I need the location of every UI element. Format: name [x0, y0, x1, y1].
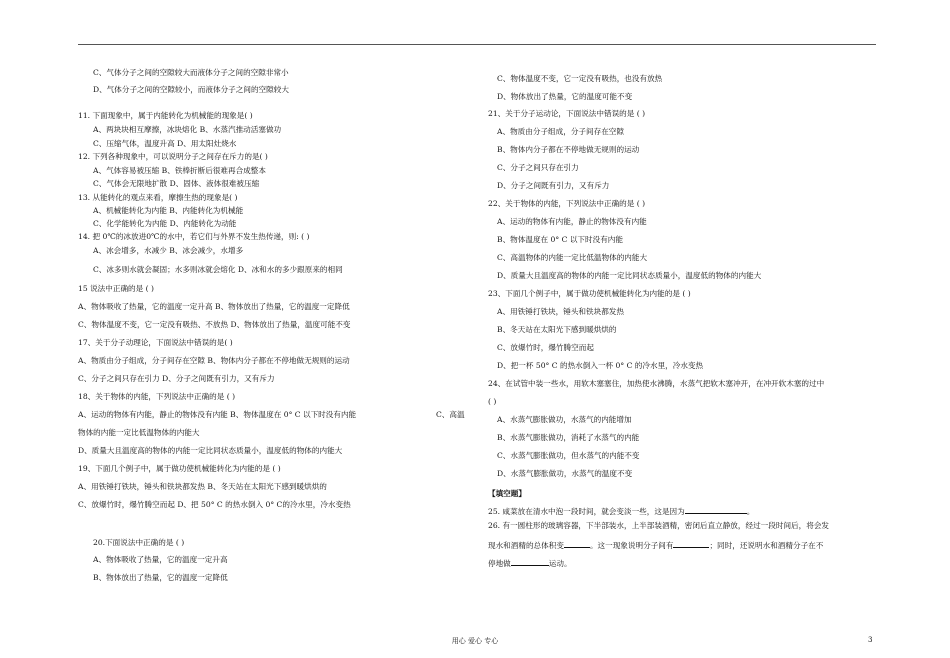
right-text-line: D、分子之间既有引力，又有斥力 — [497, 181, 610, 190]
left-text-line: A、冰会增多，水减少 B、冰会减少，水增多 — [93, 246, 244, 255]
right-text-line: C、分子之间只存在引力 — [497, 163, 579, 172]
fill-heading: 【填空题】 — [488, 489, 526, 498]
right-text-line: D、物体放出了热量，它的温度可能不变 — [497, 92, 633, 101]
header-rule — [78, 44, 876, 45]
left-text-line: A、物质由分子组成，分子间存在空隙 B、物体内分子都在不停地做无规则的运动 — [78, 356, 350, 365]
left-text-line: 15 说法中正确的是 ( ) — [78, 284, 154, 293]
right-text-line: C、水蒸气膨胀做功，但水蒸气的内能不变 — [497, 451, 640, 460]
left-text-line: C、气体会无限地扩散 D、固体、液体很难被压缩 — [93, 179, 260, 188]
left-text-line: C、放爆竹时，爆竹腾空而起 D、把 50° C 的热水倒入 0° C的冷水里，冷水变热 — [78, 500, 351, 509]
left-text-line: C、化学能转化为内能 D、内能转化为动能 — [93, 219, 237, 228]
left-text-line: A、物体吸收了热量，它的温度一定升高 — [93, 555, 228, 564]
left-text-line: 18、关于物体的内能，下列说法中正确的是 ( ) — [78, 392, 236, 401]
right-text-line: 22、关于物体的内能，下列说法中正确的是 ( ) — [488, 199, 646, 208]
right-text-line: D、质量大且温度高的物体的内能一定比同状态质量小，温度低的物体的内能大 — [497, 271, 762, 280]
right-text-line: 21、关于分子运动论，下面说法中错误的是 ( ) — [488, 109, 646, 118]
right-text-line: 23、下面几个例子中，属于做功使机械能转化为内能的是 ( ) — [488, 289, 691, 298]
left-text-line: A、气体容易被压缩 B、铁棒折断后很难再合成整本 — [93, 166, 266, 175]
question-26-line3 — [488, 557, 572, 569]
right-text-line: A、水蒸气膨胀做功，水蒸气的内能增加 — [497, 415, 632, 424]
right-text-line: B、物体内分子都在不停地做无规则的运动 — [497, 145, 640, 154]
page-footer: 用心 爱心 专心 — [451, 637, 499, 645]
left-text-line: C、压缩气体，温度升高 D、用太阳灶烧水 — [93, 139, 237, 148]
right-text-line: A、物质由分子组成，分子间存在空隙 — [497, 127, 624, 136]
left-text-line: 14. 把 0℃的冰放进0℃的水中，若它们与外界不发生热传递，则: ( ) — [78, 232, 310, 241]
q26-blank-3[interactable] — [511, 557, 549, 566]
left-text-line: 20.下面说法中正确的是 ( ) — [93, 538, 185, 547]
left-text-line: C、冰多则水就会凝固；水多则冰就会熔化 D、冰和水的多少跟原来的相同 — [93, 265, 343, 274]
right-text-line: B、物体温度在 0° C 以下时没有内能 — [497, 235, 623, 244]
left-text-line: 11. 下面现象中，属于内能转化为机械能的现象是( ) — [78, 111, 253, 120]
right-text-line: C、放爆竹时，爆竹腾空而起 — [497, 343, 594, 352]
right-text-line: A、运动的物体有内能，静止的物体没有内能 — [497, 217, 647, 226]
right-text-line: D、水蒸气膨胀做功，水蒸气的温度不变 — [497, 469, 633, 478]
q25-text: 25. 咸菜放在清水中泡一段时间，就会变淡一些，这是因为 — [488, 507, 685, 516]
q26-blank-2[interactable] — [673, 539, 709, 548]
q26-text-c: 。这一现象说明分子间有 — [589, 541, 674, 550]
right-text-line: B、水蒸气膨胀做功，消耗了水蒸气的内能 — [497, 433, 640, 442]
right-text-line: A、用铁锤打铁块，锤头和铁块都发热 — [497, 307, 624, 316]
q26-text-f: 运动。 — [548, 559, 572, 568]
right-text-line: 24、在试管中装一些水，用软木塞塞住，加热使水沸腾，水蒸气把软木塞冲开，在冲开软木塞的过中 — [488, 379, 825, 388]
right-text-line: C、高温物体的内能一定比低温物体的内能大 — [497, 253, 648, 262]
left-text-line: A、运动的物体有内能，静止的物体没有内能 B、物体温度在 0° C 以下时没有内能 — [78, 410, 357, 419]
left-text-line: 12. 下列各种现象中，可以说明分子之间存在斥力的是( ) — [78, 152, 268, 161]
left-text-line: C、分子之间只存在引力 D、分子之间既有引力，又有斥力 — [78, 374, 275, 383]
right-text-line: B、冬天站在太阳光下感到暖烘烘的 — [497, 325, 617, 334]
left-text-line: C、气体分子之间的空隙较大而液体分子之间的空隙非常小 — [93, 68, 289, 77]
left-text-line: A、两块块相互摩擦，冰块熔化 B、水蒸汽推动活塞做功 — [93, 125, 282, 134]
q26-text-e: 停地做 — [488, 559, 511, 568]
q25-blank[interactable] — [685, 505, 747, 514]
left-text-line: A、用铁锤打铁块，锤头和铁块都发热 B、冬天站在太阳光下感到暖烘烘的 — [78, 482, 327, 491]
left-text-line: A、物体吸收了热量，它的温度一定升高 B、物体放出了热量，它的温度一定降低 — [78, 302, 350, 311]
left-text-line: 17、关于分子动理论，下面说法中错误的是( ) — [78, 338, 233, 347]
left-text-line: B、物体放出了热量，它的温度一定降低 — [93, 573, 228, 582]
right-text-line: ( ) — [488, 397, 497, 406]
left-text-line: C、高温 — [436, 410, 465, 419]
left-text-line: A、机械能转化为内能 B、内能转化为机械能 — [93, 206, 244, 215]
left-text-line: 19、下面几个例子中，属于做功使机械能转化为内能的是 ( ) — [78, 464, 281, 473]
left-text-line: D、质量大且温度高的物体的内能一定比同状态质量小，温度低的物体的内能大 — [78, 446, 343, 455]
question-26-line2 — [488, 539, 823, 551]
q26-text-b: 现水和酒精的总体积变 — [488, 541, 564, 550]
left-text-line: D、气体分子之间的空隙较小，而液体分子之间的空隙较大 — [93, 85, 289, 94]
page-number: 3 — [868, 636, 873, 644]
q25-end: 。 — [746, 507, 755, 516]
right-text-line: C、物体温度不变，它一定没有吸热，也没有放热 — [497, 74, 663, 83]
left-text-line: 物体的内能一定比低温物体的内能大 — [78, 428, 200, 437]
question-25 — [488, 505, 754, 517]
question-26: 26. 有一圆柱形的玻璃容器，下半部装水，上半部装酒精，密闭后直立静放，经过一段时间后，将会发 — [488, 521, 830, 530]
right-text-line: D、把一杯 50° C 的热水倒入一杯 0° C 的冷水里，冷水变热 — [497, 361, 704, 370]
q26-text-d: ；同时，还说明水和酒精分子在不 — [709, 541, 824, 550]
q26-blank-1[interactable] — [564, 539, 590, 548]
left-text-line: C、物体温度不变，它一定没有吸热、不放热 D、物体放出了热量，温度可能不变 — [78, 320, 351, 329]
left-text-line: 13. 从能转化的观点来看，摩擦生热的现象是( ) — [78, 193, 238, 202]
